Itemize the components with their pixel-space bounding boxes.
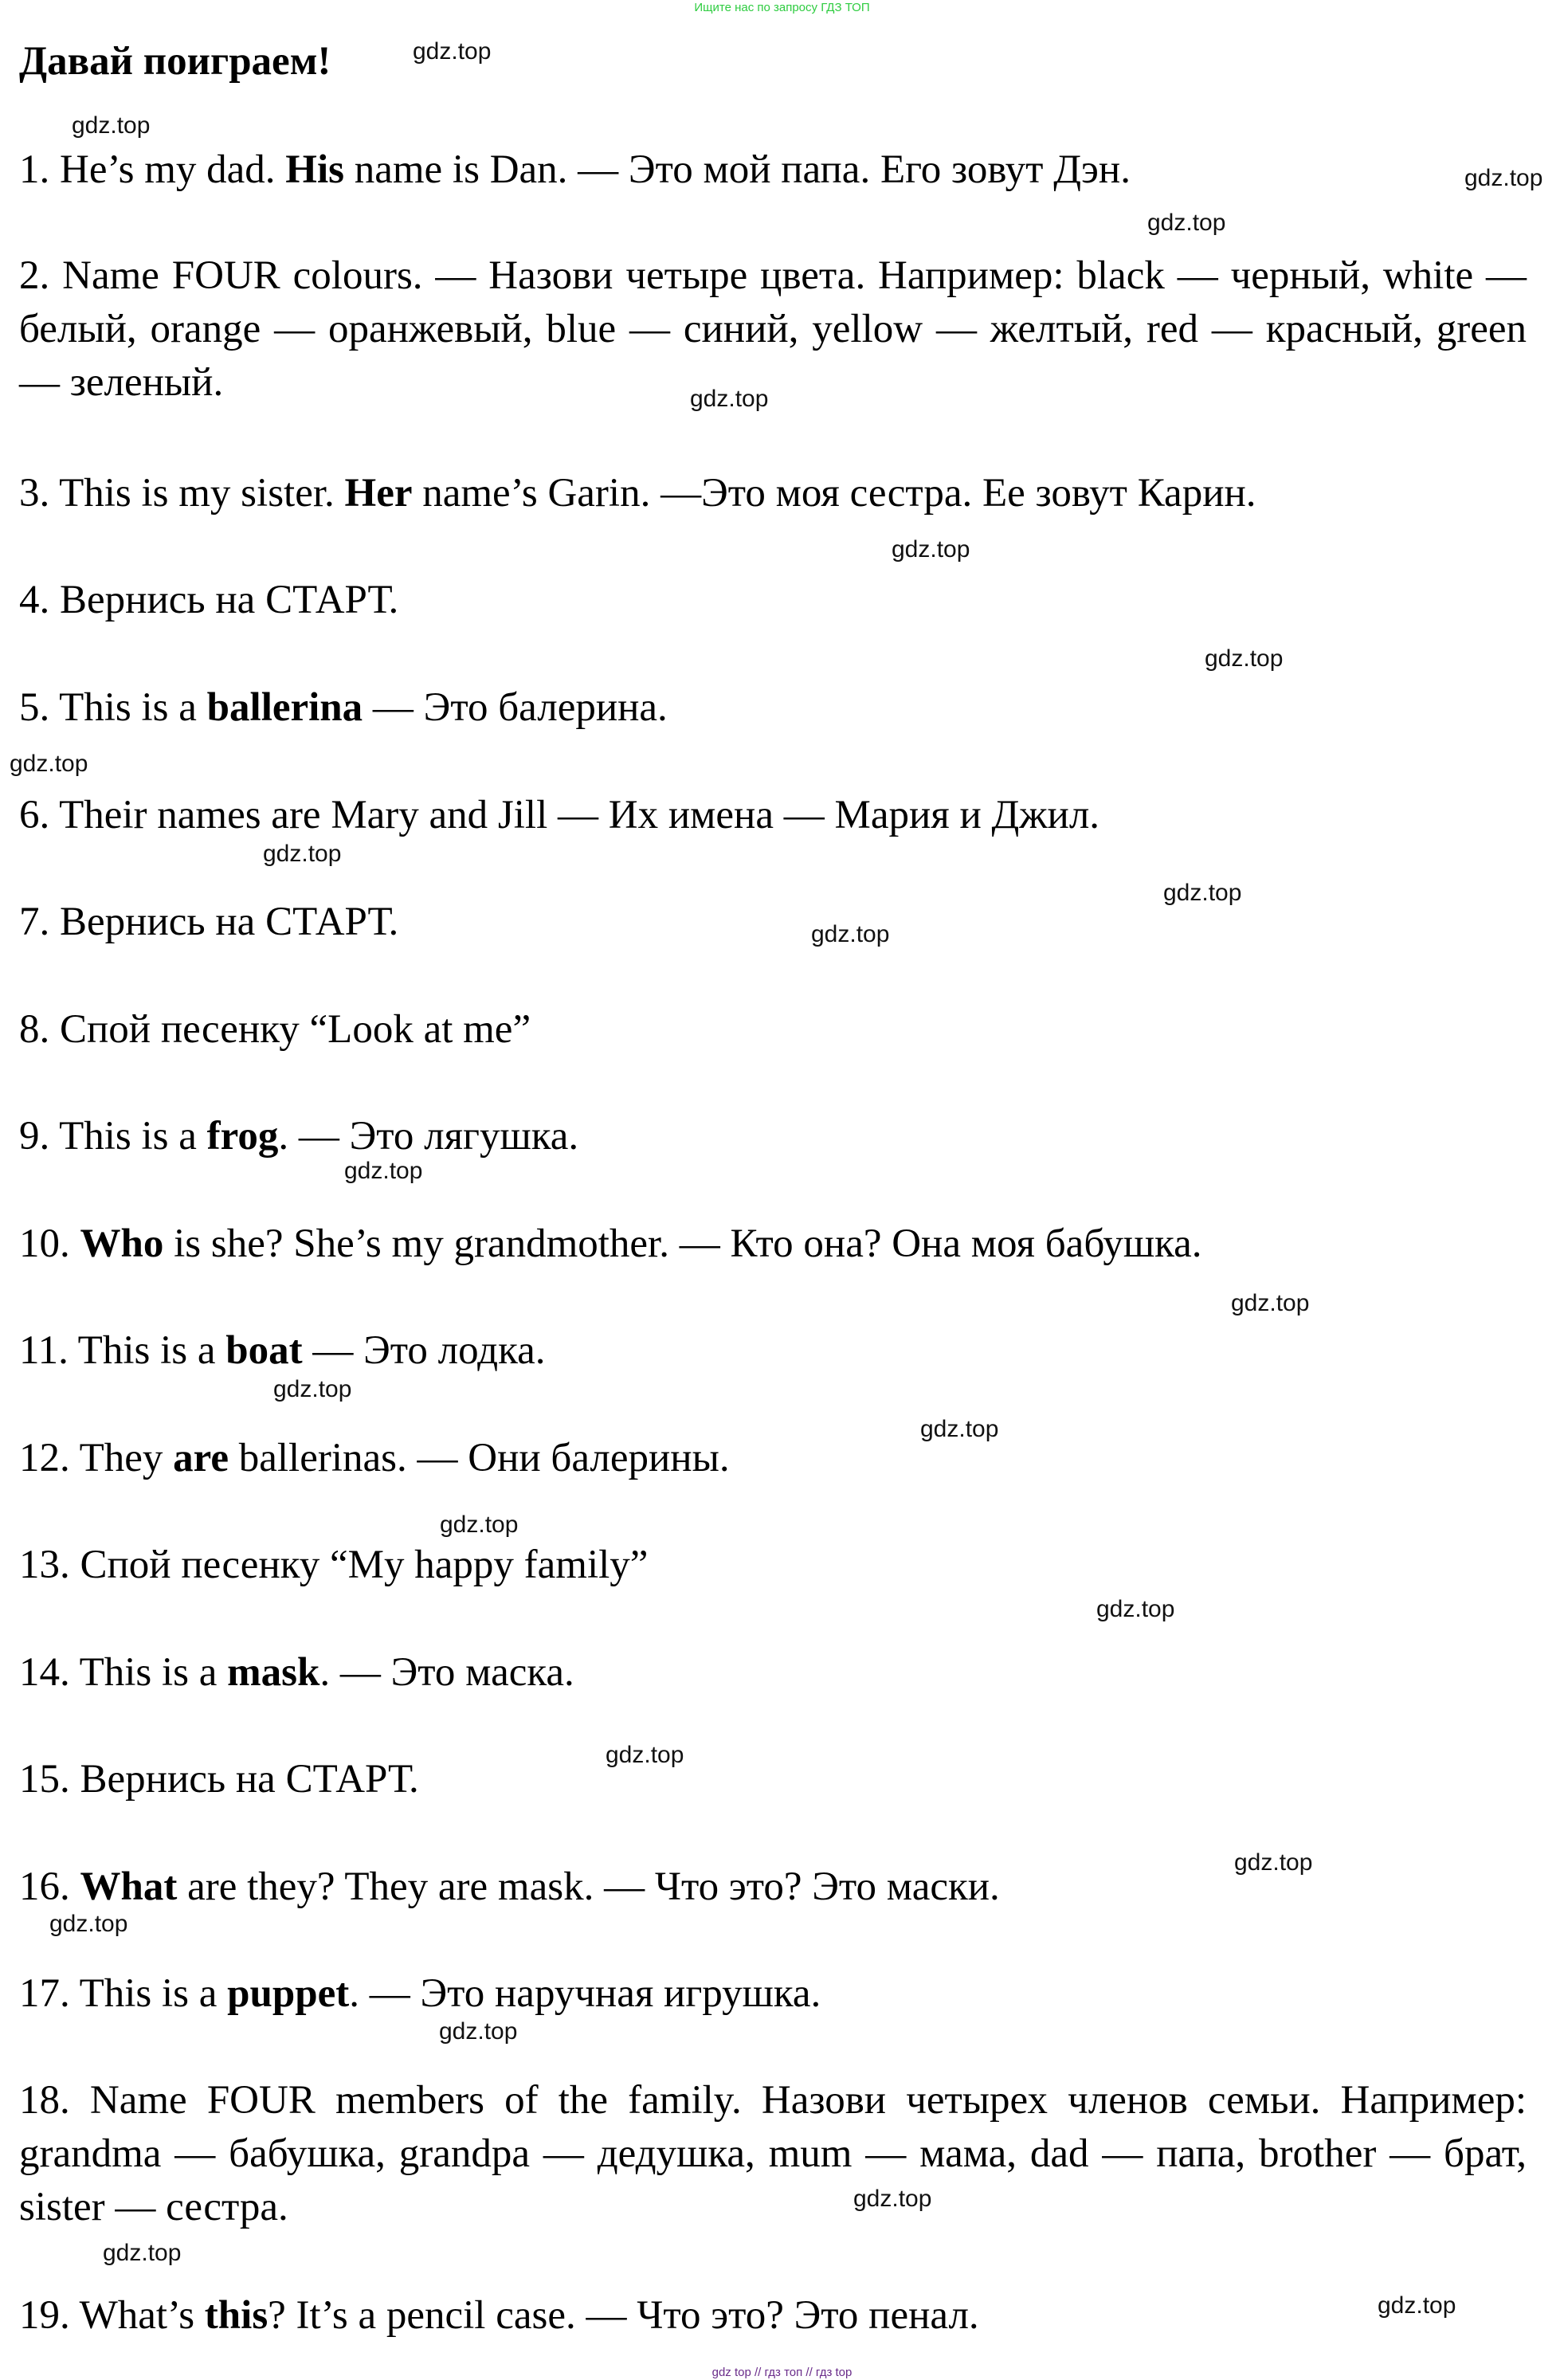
item-10: 10. Who is she? She’s my grandmother. — Кто она? Она моя бабушка. [19, 1221, 1202, 1266]
watermark: gdz.top [1464, 165, 1543, 191]
watermark: gdz.top [690, 386, 769, 412]
watermark: gdz.top [344, 1158, 423, 1184]
item-1: 1. He’s my dad. His name is Dan. — Это мой папа. Его зовут Дэн. [19, 147, 1131, 192]
item-13: 13. Спой песенку “My happy family” [19, 1543, 649, 1587]
item-18: 18. Name FOUR members of the family. Назови четырех членов семьи. Например: grandma — бабушка, grandpa — дедушка, mum — мама, dad — папа, brother — брат, sister — сестра. [19, 2078, 1527, 2229]
item-9: 9. This is a frog. — Это лягушка. [19, 1114, 579, 1159]
top-banner: Ищите нас по запросу ГДЗ ТОП [694, 1, 870, 14]
page-title: Давай поиграем! [19, 39, 331, 84]
watermark: gdz.top [263, 841, 342, 867]
watermark: gdz.top [440, 1512, 519, 1538]
item-8: 8. Спой песенку “Look at me” [19, 1007, 531, 1052]
watermark: gdz.top [1163, 880, 1242, 906]
watermark: gdz.top [10, 751, 88, 777]
watermark: gdz.top [1234, 1849, 1313, 1876]
footer-watermark: gdz top // гдз топ // гдз top [711, 2366, 853, 2379]
item-2: 2. Name FOUR colours. — Назови четыре цвета. Например: black — черный, white — белый, orange — оранжевый, blue — синий, yellow — желтый, red — красный, green — зеленый. [19, 253, 1527, 405]
item-12: 12. They are ballerinas. — Они балерины. [19, 1436, 730, 1480]
item-6: 6. Their names are Mary and Jill — Их имена — Мария и Джил. [19, 793, 1100, 837]
watermark: gdz.top [1378, 2292, 1456, 2319]
watermark: gdz.top [1205, 645, 1284, 672]
watermark: gdz.top [853, 2186, 932, 2212]
item-3: 3. This is my sister. Her name’s Garin. —Это моя сестра. Ее зовут Карин. [19, 471, 1256, 516]
item-19: 19. What’s this? It’s a pencil case. — Что это? Это пенал. [19, 2293, 979, 2338]
item-14: 14. This is a mask. — Это маска. [19, 1650, 574, 1695]
item-16: 16. What are they? They are mask. — Что это? Это маски. [19, 1864, 1000, 1909]
item-7: 7. Вернись на СТАРТ. [19, 900, 399, 944]
watermark: gdz.top [413, 38, 492, 65]
watermark: gdz.top [103, 2240, 182, 2266]
watermark: gdz.top [49, 1911, 128, 1937]
watermark: gdz.top [273, 1376, 352, 1402]
item-11: 11. This is a boat — Это лодка. [19, 1328, 546, 1373]
watermark: gdz.top [1231, 1290, 1310, 1316]
watermark: gdz.top [1147, 210, 1226, 236]
watermark: gdz.top [439, 2018, 518, 2045]
item-17: 17. This is a puppet. — Это наручная игрушка. [19, 1971, 821, 2016]
watermark: gdz.top [920, 1416, 999, 1442]
watermark: gdz.top [811, 921, 890, 947]
watermark: gdz.top [606, 1742, 684, 1768]
watermark: gdz.top [1096, 1596, 1175, 1622]
watermark: gdz.top [892, 536, 970, 563]
watermark: gdz.top [72, 112, 151, 139]
item-15: 15. Вернись на СТАРТ. [19, 1757, 419, 1802]
item-5: 5. This is a ballerina — Это балерина. [19, 685, 668, 730]
item-4: 4. Вернись на СТАРТ. [19, 578, 399, 622]
